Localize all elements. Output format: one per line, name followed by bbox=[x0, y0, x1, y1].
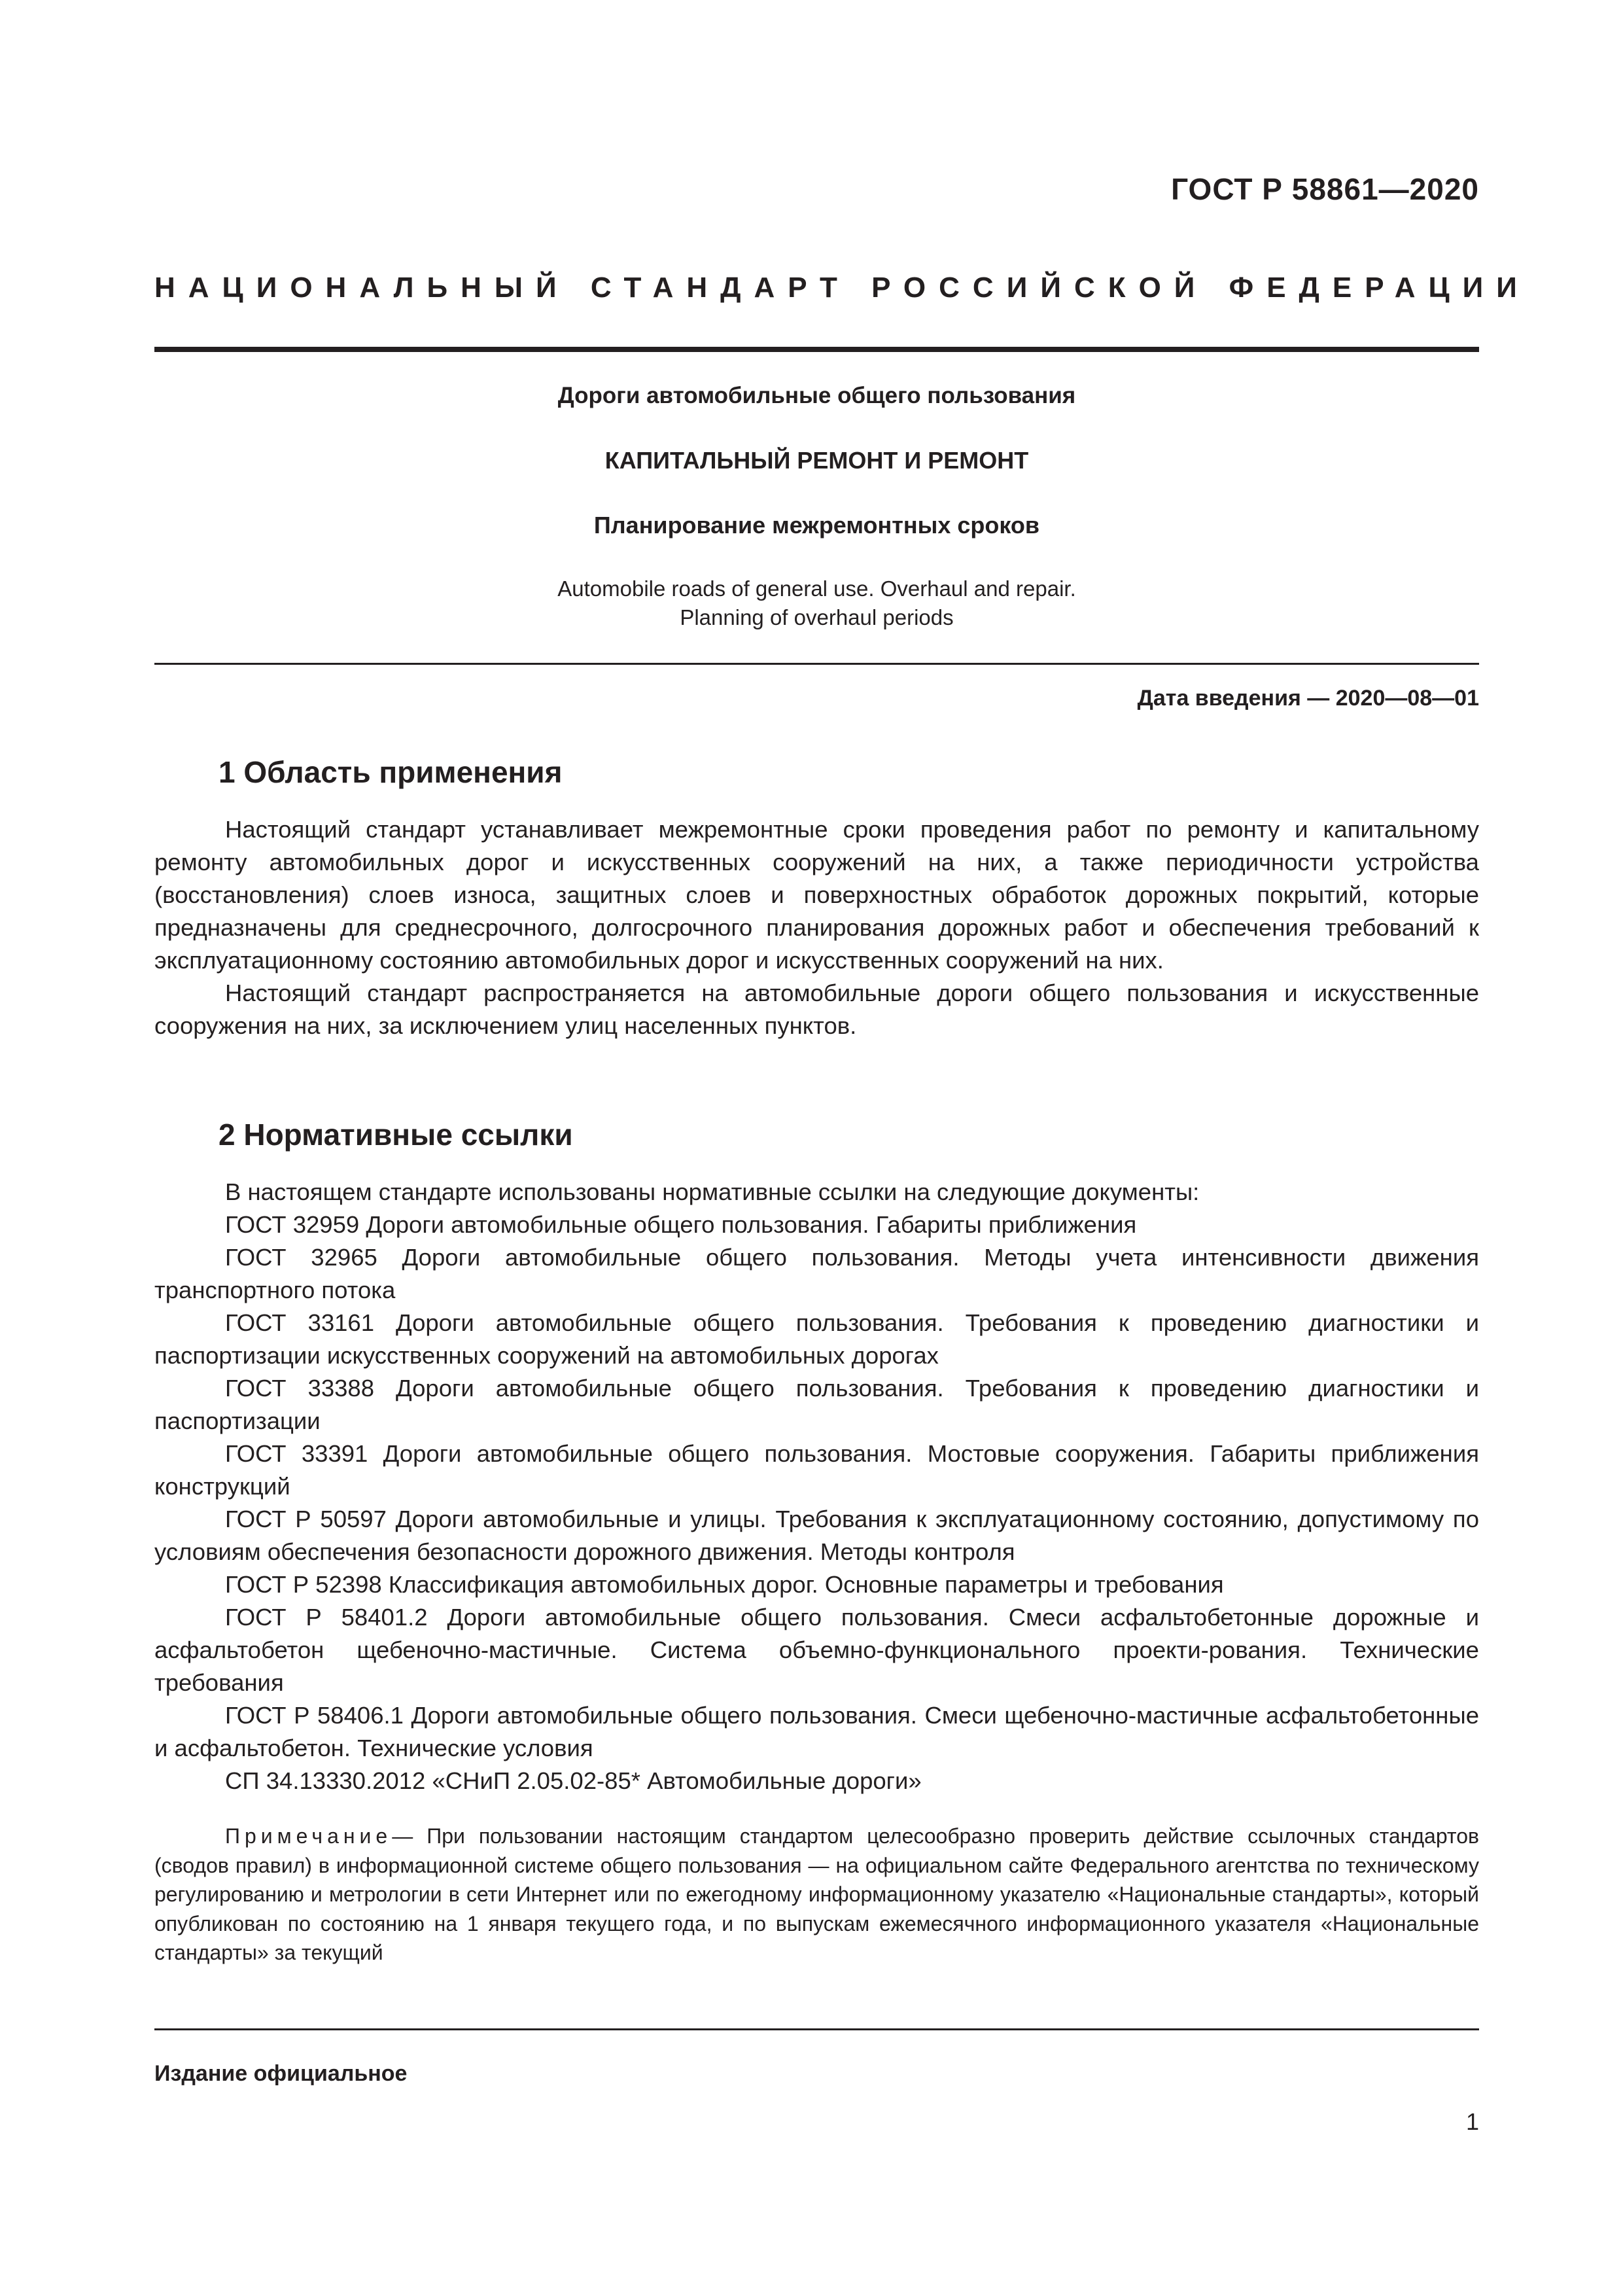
note-paragraph bbox=[154, 1822, 1479, 1968]
reference-item: ГОСТ 32959 Дороги автомобильные общего пользования. Габариты приближения bbox=[225, 1211, 1137, 1238]
reference-item: ГОСТ Р 58406.1 Дороги автомобильные общего пользования. Смеси щебеночно-мастичные асфальтобетонные и асфальтобетон. Технические условия bbox=[154, 1702, 1479, 1761]
title-line-2: КАПИТАЛЬНЫЙ РЕМОНТ И РЕМОНТ bbox=[604, 447, 1029, 474]
note-block bbox=[154, 1822, 1479, 1968]
title-divider bbox=[154, 663, 1479, 665]
reference-item: ГОСТ 32965 Дороги автомобильные общего пользования. Методы учета интенсивности движения транспортного потока bbox=[154, 1244, 1479, 1303]
english-title-line: Automobile roads of general use. Overhaul and repair. bbox=[557, 576, 1076, 601]
reference-item: СП 34.13330.2012 «СНиП 2.05.02-85* Автомобильные дороги» bbox=[225, 1767, 922, 1794]
note-text: — При пользовании настоящим стандартом целесообразно проверить действие ссылочных стандартов (сводов правил) в информационной системе общего пользования — на официальном сайте Федерального агентства по техническому регулированию и метрологии в сети Интернет или по ежегодному информационному указателю «Национальные стандарты», который опубликован по состоянию на 1 января текущего года, и по выпускам ежемесячного информационного указателя «Национальные стандарты» за текущий bbox=[154, 1824, 1479, 1964]
section-1-body bbox=[154, 813, 1479, 1042]
header-divider bbox=[154, 347, 1479, 352]
english-title bbox=[154, 574, 1479, 632]
introduction-date: Дата введения — 2020—08—01 bbox=[1137, 686, 1479, 711]
reference-item: ГОСТ 33391 Дороги автомобильные общего пользования. Мостовые сооружения. Габариты приближения конструкций bbox=[154, 1440, 1479, 1500]
reference-item: ГОСТ 33161 Дороги автомобильные общего пользования. Требования к проведению диагностики и паспортизации искусственных сооружений на автомобильных дорогах bbox=[154, 1309, 1479, 1369]
page-number: 1 bbox=[1465, 2108, 1479, 2135]
reference-item: ГОСТ Р 58401.2 Дороги автомобильные общего пользования. Смеси асфальтобетонные дорожные и асфальтобетон щебеночно-мастичные. Система объемно-функционального проекти-рования. Технические требования bbox=[154, 1604, 1479, 1696]
section-2-heading: 2 Нормативные ссылки bbox=[218, 1118, 573, 1152]
note-label: Примечание bbox=[225, 1824, 393, 1848]
edition-label: Издание официальное bbox=[154, 2061, 408, 2086]
footer-divider bbox=[154, 2028, 1479, 2030]
section-1-heading: 1 Область применения bbox=[218, 755, 563, 789]
title-line-1: Дороги автомобильные общего пользования bbox=[557, 383, 1076, 408]
paragraph: В настоящем стандарте использованы нормативные ссылки на следующие документы: bbox=[225, 1178, 1200, 1205]
reference-item: ГОСТ Р 50597 Дороги автомобильные и улицы. Требования к эксплуатационному состоянию, допустимому по условиям обеспечения безопасности дорожного движения. Методы контроля bbox=[154, 1506, 1479, 1565]
english-title-line: Planning of overhaul periods bbox=[680, 605, 954, 629]
paragraph: Настоящий стандарт устанавливает межремонтные сроки проведения работ по ремонту и капитальному ремонту автомобильных дорог и искусственных сооружений на них, а также периодичности устройства (восстановления) слоев износа, защитных слоев и поверхностных обработок дорожных покрытий, которые предназначены для среднесрочного, долгосрочного планирования дорожных работ и обеспечения требований к эксплуатационному состоянию автомобильных дорог и искусственных сооружений на них. bbox=[154, 816, 1479, 974]
title-line-3: Планирование межремонтных сроков bbox=[593, 512, 1040, 539]
section-2-body bbox=[154, 1176, 1479, 1797]
paragraph: Настоящий стандарт распространяется на автомобильные дороги общего пользования и искусственные сооружения на них, за исключением улиц населенных пунктов. bbox=[154, 980, 1479, 1039]
document-number: ГОСТ Р 58861—2020 bbox=[1171, 172, 1479, 206]
reference-item: ГОСТ 33388 Дороги автомобильные общего пользования. Требования к проведению диагностики и паспортизации bbox=[154, 1375, 1479, 1434]
reference-item: ГОСТ Р 52398 Классификация автомобильных дорог. Основные параметры и требования bbox=[225, 1571, 1224, 1598]
national-standard-title: НАЦИОНАЛЬНЫЙ СТАНДАРТ РОССИЙСКОЙ ФЕДЕРАЦИИ bbox=[154, 272, 1530, 304]
